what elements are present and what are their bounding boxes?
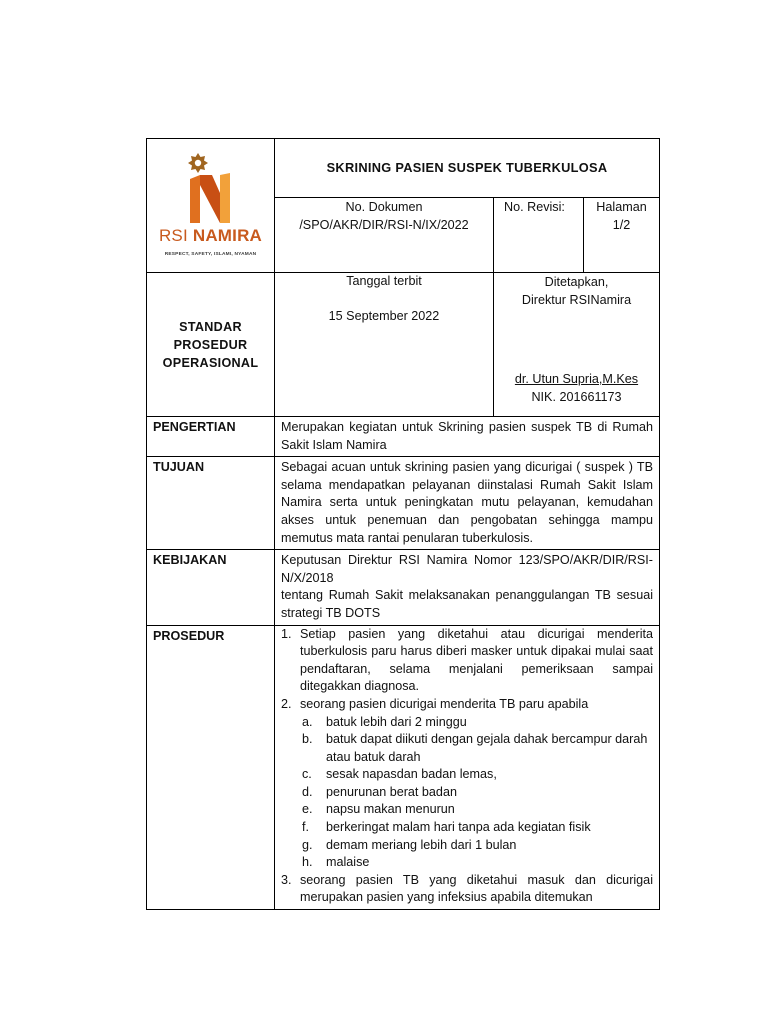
no-dokumen-cell (275, 198, 494, 273)
gejala-item (300, 766, 653, 784)
halaman-cell (584, 198, 660, 273)
gejala-item (300, 854, 653, 872)
sop-label-cell (147, 273, 275, 417)
gejala-text: malaise (326, 855, 370, 870)
brand-tagline: RESPECT, SAFETY, ISLAMI, NYAMAN (164, 252, 257, 257)
tujuan-text: Sebagai acuan untuk skrining pasien yang dicurigai ( suspek ) TB selama mendapatkan pelayanan diinstalasi Rumah Sakit Islam Namira serta untuk peningkatan mutu pelayanan, kemudahan akses untuk penemuan dan pengobatan sehingga mampu memutus mata rantai penularan tuberkulosis. (275, 457, 660, 550)
pengertian-text: Merupakan kegiatan untuk Skrining pasien suspek TB di Rumah Sakit Islam Namira (275, 417, 660, 457)
gejala-num: d. (302, 784, 313, 799)
prosedur-cell (275, 625, 660, 910)
tanggal-terbit-value: 15 September 2022 (328, 308, 440, 323)
gejala-num: a. (302, 714, 313, 729)
gejala-num: c. (302, 767, 312, 782)
direktur-label: Direktur RSINamira (521, 293, 632, 307)
signer-nik: NIK. 201661173 (531, 390, 622, 404)
prosedur-text: seorang pasien dicurigai menderita TB paru apabila (300, 696, 589, 711)
prosedur-text: Setiap pasien yang diketahui atau dicurigai menderita tuberkulosis paru harus diberi masker untuk dipakai mulai saat pendaftaran, selama menjalani pemeriksaan sampai ditegakkan diagnosa. (300, 626, 653, 694)
pengertian-label: PENGERTIAN (147, 417, 275, 457)
gejala-item (300, 837, 653, 855)
document-title: SKRINING PASIEN SUSPEK TUBERKULOSA (275, 139, 660, 198)
kebijakan-text-1: Keputusan Direktur RSI Namira Nomor 123/SPO/AKR/DIR/RSI-N/X/2018 (281, 553, 653, 585)
no-revisi-cell (494, 198, 584, 273)
gejala-num: h. (302, 855, 313, 870)
kebijakan-label: KEBIJAKAN (147, 550, 275, 625)
kebijakan-cell (275, 550, 660, 625)
gejala-text: berkeringat malam hari tanpa ada kegiatan fisik (326, 820, 591, 835)
gejala-text: penurunan berat badan (326, 784, 457, 799)
brand-name (159, 227, 262, 245)
prosedur-label: PROSEDUR (147, 625, 275, 910)
no-dokumen-value: /SPO/AKR/DIR/RSI-N/IX/2022 (299, 217, 469, 232)
ditetapkan-cell (494, 273, 660, 417)
prosedur-item (275, 696, 653, 872)
signer-name: dr. Utun Supria,M.Kes (514, 372, 639, 386)
gejala-text: batuk lebih dari 2 minggu (326, 714, 467, 729)
gejala-num: f. (302, 820, 309, 835)
prosedur-num: 1. (281, 626, 292, 641)
halaman-label: Halaman (596, 200, 647, 214)
gejala-text: sesak napasdan badan lemas, (326, 767, 497, 782)
spo-table (146, 138, 660, 910)
halaman-value: 1/2 (612, 217, 631, 232)
prosedur-text: seorang pasien TB yang diketahui masuk dan dicurigai merupakan pasien yang infeksius apabila ditemukan (300, 872, 653, 905)
prosedur-item (275, 872, 653, 907)
hospital-logo (147, 147, 274, 263)
gejala-text: demam meriang lebih dari 1 bulan (326, 837, 517, 852)
brand-prefix: RSI (158, 226, 188, 246)
prosedur-list (275, 626, 653, 908)
gejala-item (300, 784, 653, 802)
kebijakan-text-2: tentang Rumah Sakit melaksanakan penanggulangan TB sesuai strategi TB DOTS (281, 588, 653, 620)
gejala-item (300, 714, 653, 732)
spo-document (146, 138, 659, 910)
tanggal-terbit-label: Tanggal terbit (346, 274, 422, 288)
gejala-item (300, 819, 653, 837)
ditetapkan-label: Ditetapkan, (544, 275, 609, 289)
gejala-item (300, 801, 653, 819)
no-revisi-label: No. Revisi: (504, 200, 565, 214)
sop-line-1: STANDAR (179, 319, 242, 334)
prosedur-num: 3. (281, 872, 292, 887)
sop-line-2: PROSEDUR (173, 337, 248, 352)
gejala-num: g. (302, 837, 313, 852)
tanggal-terbit-cell (275, 273, 494, 417)
gejala-num: b. (302, 732, 313, 747)
tujuan-label: TUJUAN (147, 457, 275, 550)
logo-cell (147, 139, 275, 273)
prosedur-num: 2. (281, 696, 292, 711)
gejala-text: batuk dapat diikuti dengan gejala dahak bercampur darah atau batuk darah (326, 732, 648, 764)
gejala-text: napsu makan menurun (326, 802, 455, 817)
gejala-list (300, 714, 653, 872)
sop-line-3: OPERASIONAL (162, 355, 259, 370)
prosedur-item (275, 626, 653, 696)
gejala-num: e. (302, 802, 313, 817)
gejala-item (300, 731, 653, 766)
namira-logo-icon (176, 151, 246, 225)
no-dokumen-label: No. Dokumen (345, 200, 423, 214)
brand-name-bold: NAMIRA (192, 226, 263, 246)
